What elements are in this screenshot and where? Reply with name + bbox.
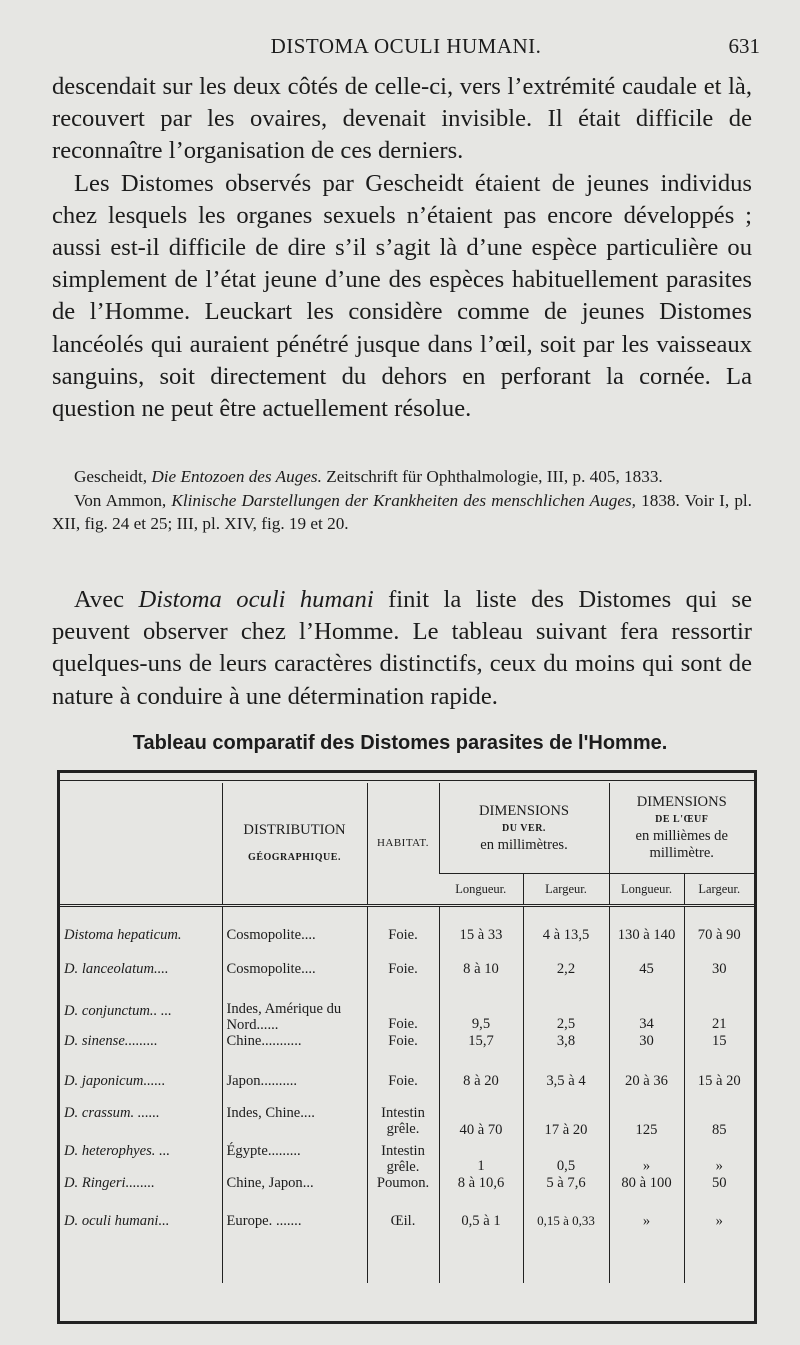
table-row: D. japonicum...... Japon.......... Foie. 8 à 20 3,5 à 4 20 à 36 15 à 20 — [60, 1065, 754, 1099]
header-worm-width: Largeur. — [523, 874, 609, 906]
table-row: D. crassum. ...... Indes, Chine.... Intestin grêle. 40 à 70 17 à 20 125 85 — [60, 1099, 754, 1139]
table-row: D. sinense......... Chine........... Foie. 15,7 3,8 30 15 — [60, 1033, 754, 1065]
closing-species-name: Distoma oculi humani — [138, 586, 374, 613]
comparison-table-frame — [57, 770, 757, 1324]
header-worm-dimensions: DIMENSIONS DU VER. en millimètres. — [439, 783, 609, 874]
footnote-work-title: Die Entozoen des Auges. — [151, 467, 322, 486]
footnotes — [52, 465, 752, 536]
paragraph-gescheidt: Les Distomes observés par Gescheidt étaient de jeunes individus chez lesquels les organes sexuels n’étaient pas encore développés ; aussi est-il difficile de dire s’il s’agit là d’une espèce particulière ou simplement de l’état jeune d’une des espèces habituellement parasites de l’Homme. Leuckart les considère comme de jeunes Distomes lancéolés qui auraient pénétré jusque dans l’œil, soit par les vaisseaux sanguins, soit directement du dehors en perforant la cornée. La question ne peut être actuellement résolue. — [52, 169, 752, 423]
table-top-rule — [60, 780, 754, 781]
footnote-von-ammon — [52, 489, 752, 536]
paragraph-continued: descendait sur les deux côtés de celle-ci, vers l’extrémité caudale et là, recouvert par les ovaires, devenait invisible. Il était difficile de reconnaître l’organisation de ces derniers. — [52, 73, 752, 165]
running-head — [52, 34, 760, 62]
comparison-table — [60, 783, 754, 1283]
header-species — [60, 783, 222, 906]
header-divider — [60, 906, 754, 928]
body-text — [52, 71, 752, 425]
header-egg-length: Longueur. — [609, 874, 684, 906]
footnote-work-title: Klinische Darstellungen der Krankheiten des menschlichen Auges, — [171, 490, 636, 510]
table-row: D. Ringeri........ Chine, Japon... Poumon. 8 à 10,6 5 à 7,6 80 à 100 50 — [60, 1175, 754, 1205]
header-habitat: HABITAT. — [367, 783, 439, 906]
closing-paragraph — [52, 584, 752, 713]
table-row: Distoma hepaticum. Cosmopolite.... Foie. 15 à 33 4 à 13,5 130 à 140 70 à 90 — [60, 927, 754, 961]
header-distribution: DISTRIBUTION GÉOGRAPHIQUE. — [222, 783, 367, 906]
closing-text: finit la liste des Distomes qui se peuvent observer chez l’Homme. Le tableau suivant fera ressortir quelques-uns de leurs caractères distinctifs, ceux du moins qui sont de nature à conduire à une détermination rapide. — [52, 586, 752, 710]
header-egg-width: Largeur. — [684, 874, 754, 906]
footnote-citation: Zeitschrift für Ophthalmologie, III, p. 405, 1833. — [321, 467, 663, 486]
footnote-gescheidt — [52, 465, 752, 489]
footnote-citation: 1838. Voir I, pl. XII, fig. 24 et 25; III, pl. XIV, fig. 19 et 20. — [52, 490, 752, 533]
table-row: D. oculi humani... Europe. ....... Œil. 0,5 à 1 0,15 à 0,33 » » — [60, 1205, 754, 1241]
closing-lead: Avec — [74, 586, 139, 613]
table-bottom-spacer — [60, 1241, 754, 1283]
table-header-row — [60, 783, 754, 874]
footnote-author: Von Ammon, — [74, 490, 172, 510]
page-number: 631 — [728, 34, 760, 58]
header-worm-length: Longueur. — [439, 874, 523, 906]
table-row: D. lanceolatum.... Cosmopolite.... Foie. 8 à 10 2,2 45 30 — [60, 961, 754, 995]
table-row: D. heterophyes. ... Égypte......... Intestin grêle. 1 0,5 » » — [60, 1139, 754, 1175]
running-title: DISTOMA OCULI HUMANI. — [270, 34, 542, 58]
table-row: D. conjunctum.. ... Indes, Amérique du Nord...... Foie. 9,5 2,5 34 21 — [60, 995, 754, 1033]
table-caption: Tableau comparatif des Distomes parasites de l'Homme. — [132, 732, 668, 754]
header-egg-dimensions: DIMENSIONS DE L'ŒUF en millièmes de millimètre. — [609, 783, 754, 874]
footnote-author: Gescheidt, — [74, 467, 152, 486]
